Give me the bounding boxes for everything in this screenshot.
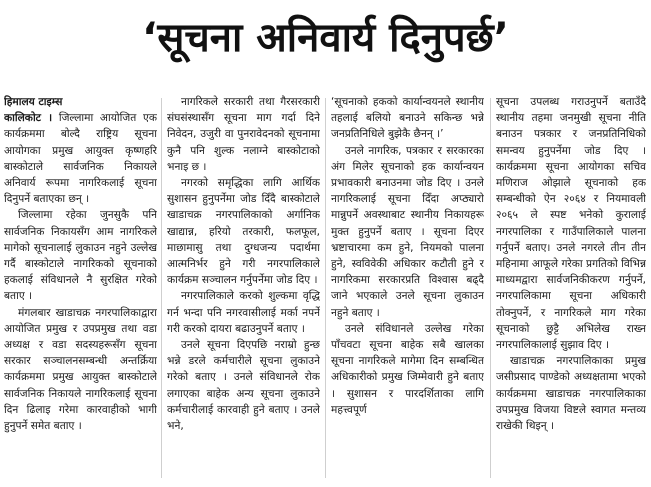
paragraph: मंगलबार खाडाचक्र नगरपालिकाद्वारा आयोजित प्रमुख र उपप्रमुख तथा वडा अध्यक्ष र वडा सदस्यहरूसँग सूचना सरकार सञ्चालनसम्बन्धी अन्तर्क्रिया कार्यक्रममा प्रमुख आयुक्त बास्कोटाले सार्वजनिक निकायले नागरिकलाई सूचना दिन ढिलाइ गरेमा कारवाहीको भागी हुनुपर्ने समेत बताए ।: [4, 306, 157, 433]
paragraph: उनले नागरिक, पत्रकार र सरकारका अंग मिलेर सूचनाको हक कार्यान्वयन प्रभावकारी बनाउनमा जोड दिए । उनले नागरिकलाई सूचना दिँदा अप्ठ्यारो मान्नुपर्ने अवस्थाबाट स्थानीय निकायहरू मुक्त हुनुपर्ने बताए । सूचना दिएर भ्रष्टाचारमा कम हुने, नियमको पालना हुने, स्वविवेकी अधिकार कटौती हुने र नागरिकमा सरकारप्रति विश्वास बढ्दै जाने भएकाले उनले सूचना लुकाउन नहुने बताए ।: [331, 144, 484, 319]
column-divider: [490, 98, 491, 478]
article-column-3: [331, 94, 484, 482]
article-column-2: [167, 94, 320, 482]
article-column-4: [496, 94, 646, 482]
paragraph: नगरको समृद्धिका लागि आर्थिक सुशासन हुनुपर्नेमा जोड दिँदै बास्कोटाले खाडाचक्र नगरपालिकाको अर्गानिक खाद्यान्न, हरियो तरकारी, फलफूल, माछामासु तथा दुग्धजन्य पदार्थमा आत्मनिर्भर हुने गरी नगरपालिकाले कार्यक्रम सञ्चालन गर्नुपर्नेमा जोड दिए ।: [167, 177, 320, 287]
article-column-1: [4, 94, 157, 482]
paragraph: नागरिकले सरकारी तथा गैरसरकारी संघसंस्थासँग सूचना माग गर्दा दिने निवेदन, उजुरी वा पुनरावेदनको सूचनामा कुनै पनि शुल्क नलाग्ने बास्कोटाको भनाइ छ ।: [167, 96, 320, 173]
byline-source: हिमालय टाइम्स: [4, 96, 63, 108]
paragraph: नगरपालिकाले करको शुल्कमा वृद्धि गर्न भन्दा पनि नगरवासीलाई मर्का नपर्ने गरी करको दायरा बढाउनुपर्ने बताए ।: [167, 290, 320, 335]
paragraph: जिल्लामा रहेका जुनसुकै पनि सार्वजनिक निकायसँग आम नागरिकले मागेको सूचनालाई लुकाउन नहुने उल्लेख गर्दै बास्कोटाले नागरिकको सूचनाको हकलाई संविधानले नै सुरक्षित गरेको बताए ।: [4, 209, 157, 303]
column-divider: [161, 98, 162, 478]
byline-place: कालिकोट ।: [4, 112, 53, 125]
column-divider: [325, 98, 326, 478]
paragraph: उनले संविधानले उल्लेख गरेका पाँचवटा सूचना बाहेक सबै खालका सूचना नागरिकले मागेमा दिन सम्बन्धित अधिकारीको प्रमुख जिम्मेवारी हुने बताए । सुशासन र पारदर्शिताका लागि महत्त्वपूर्ण: [331, 322, 484, 416]
lead-text: जिल्लामा आयोजित एक कार्यक्रममा बोल्दै राष्ट्रिय सूचना आयोगका प्रमुख आयुक्त कृष्णहरि बास्कोटाले सार्वजनिक निकायले अनिवार्य रूपमा नागरिकलाई सूचना दिनुपर्ने बताएका छन् ।: [4, 112, 157, 206]
paragraph: उनले सूचना दिएपछि नराम्रो हुन्छ भन्ने डरले कर्मचारीले सूचना लुकाउने गरेको बताए । उनले संविधानले रोक लगाएका बाहेक अन्य सूचना लुकाउने कर्मचारीलाई कारवाही हुने बताए । उनले भने,: [167, 339, 320, 433]
paragraph: ‘सूचनाको हकको कार्यान्वयनले स्थानीय तहलाई बलियो बनाउने सकिन्छ भन्ने जनप्रतिनिधिले बुझेकै छैनन् ।’: [331, 96, 484, 141]
byline-paragraph: [4, 94, 157, 207]
paragraph: सूचना उपलब्ध गराउनुपर्ने बताउँदै स्थानीय तहमा जनमुखी सूचना नीति बनाउन पत्रकार र जनप्रतिनिधिको समन्वय हुनुपर्नेमा जोड दिए । कार्यक्रममा सूचना आयोगका सचिव मणिराज ओझाले सूचनाको हक सम्बन्धीको ऐन २०६४ र नियमावली २०६५ ले स्पष्ट भनेको कुरालाई नगरपालिका र गाउँपालिकाले पालना गर्नुपर्ने बताए। उनले नगरले तीन तीन महिनामा आफूले गरेका प्रगतिको विभिन्न माध्यमद्वारा सार्वजनिकीकरण गर्नुपर्ने, नगरपालिकामा सूचना अधिकारी तोक्नुपर्ने, र नागरिकले माग गरेका सूचनाको छुट्टै अभिलेख राख्न नगरपालिकालाई सुझाव दिए ।: [496, 96, 646, 352]
headline: ‘सूचना अनिवार्य दिनुपर्छ’: [142, 15, 509, 61]
paragraph: खाडाचक्र नगरपालिकाका प्रमुख जसीप्रसाद पाण्डेको अध्यक्षतामा भएको कार्यक्रममा खाडाचक्र नगरपालिकाका उपप्रमुख विजया विष्टले स्वागत मन्तव्य राखेकी थिइन् ।: [496, 355, 646, 433]
